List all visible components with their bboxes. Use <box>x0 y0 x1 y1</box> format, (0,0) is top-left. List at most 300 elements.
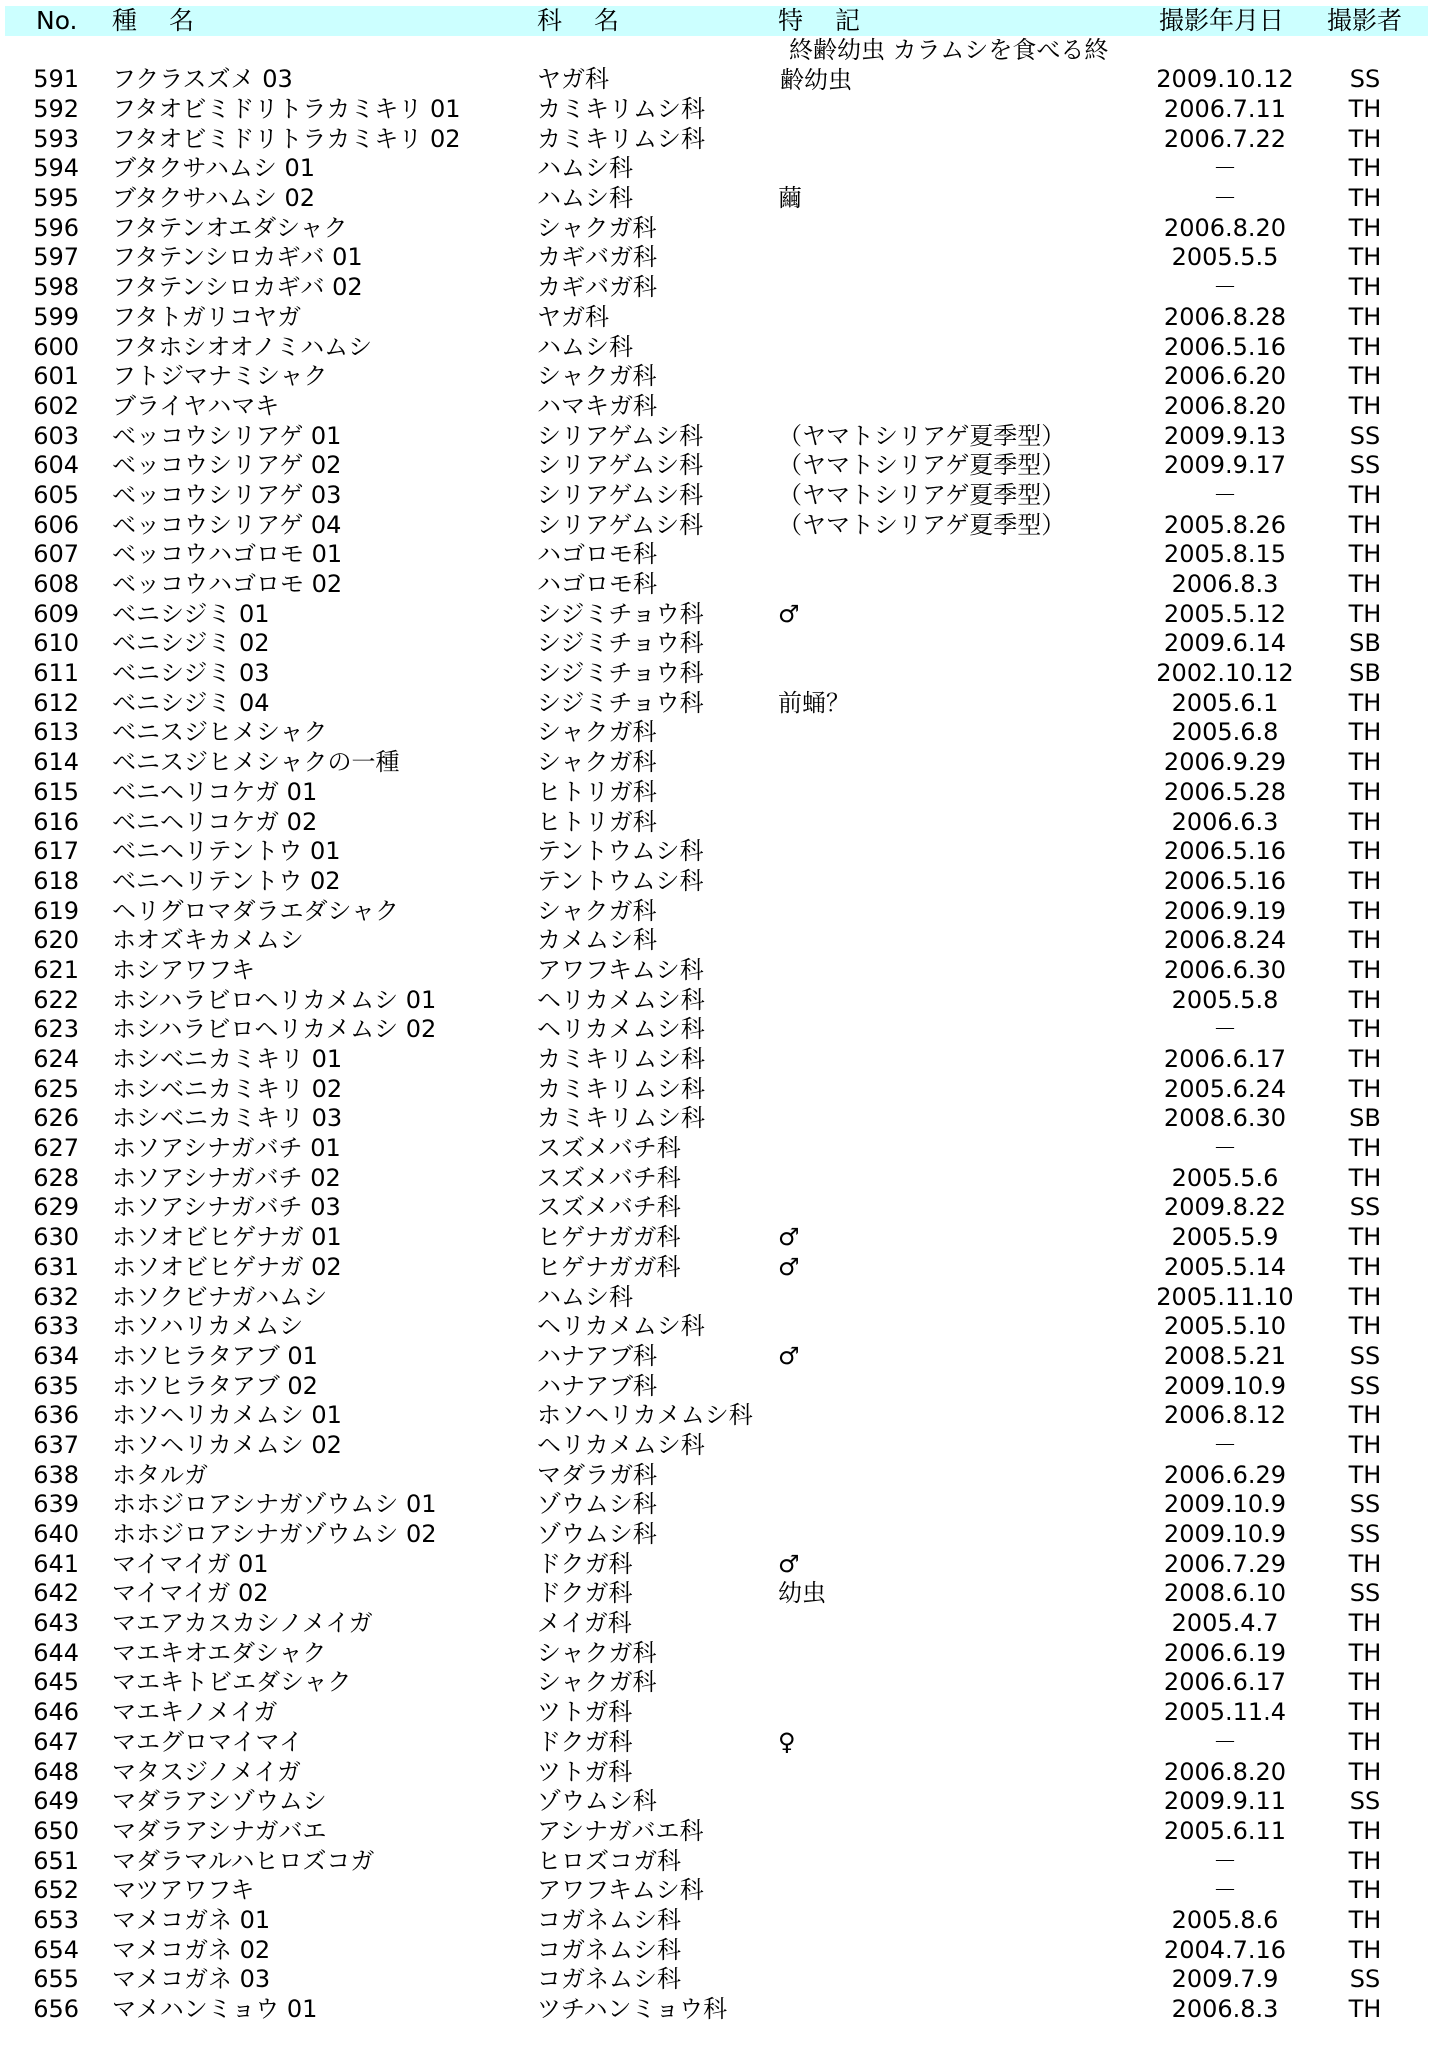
species-name: フタテンシロカギバ 02 <box>112 273 363 302</box>
species-name: ホソヘリカメムシ 02 <box>112 1430 342 1459</box>
family-name: カミキリムシ科 <box>537 1045 705 1073</box>
photographer: TH <box>1348 1935 1382 1964</box>
family-name: ハムシ科 <box>537 184 633 213</box>
family-name: ヒロズコガ科 <box>537 1846 681 1875</box>
photo-date: 2005.6.24 <box>1163 1074 1287 1103</box>
photographer: TH <box>1348 540 1382 569</box>
family-name: ヒトリガ科 <box>537 807 657 836</box>
species-name: ホソアシナガバチ 02 <box>112 1163 341 1192</box>
family-name: ハナアブ科 <box>537 1371 657 1400</box>
table-row <box>5 1847 1428 1877</box>
photo-date: 2006.6.17 <box>1163 1045 1287 1073</box>
photographer: SS <box>1349 1520 1381 1548</box>
row-number: 626 <box>33 1104 79 1133</box>
species-name: フトジマナミシャク <box>112 362 328 391</box>
table-row <box>5 1936 1428 1966</box>
species-name: ベッコウハゴロモ 02 <box>112 570 343 598</box>
family-name: メイガ科 <box>537 1609 632 1638</box>
family-name: ハマキガ科 <box>537 391 657 420</box>
row-number: 627 <box>33 1134 79 1163</box>
header-photo-date: 撮影年月日 <box>1159 6 1285 35</box>
photo-date: 2006.8.20 <box>1163 391 1287 420</box>
family-name: シジミチョウ科 <box>537 659 704 688</box>
photo-date: 2006.8.3 <box>1171 1995 1279 2023</box>
table-row <box>5 1698 1428 1728</box>
photographer: TH <box>1348 1757 1382 1786</box>
row-number: 624 <box>33 1045 79 1073</box>
table-row <box>5 867 1428 897</box>
photo-date: 2006.7.11 <box>1163 95 1287 123</box>
family-name: カミキリムシ科 <box>537 95 705 123</box>
table-row <box>5 600 1428 630</box>
family-name: カギバガ科 <box>537 273 657 302</box>
table-row <box>5 1312 1428 1342</box>
species-name: ホオズキカメムシ <box>112 926 304 955</box>
photo-date: 2005.6.8 <box>1171 718 1279 747</box>
note: （ヤマトシリアゲ夏季型） <box>778 421 1066 450</box>
row-number: 655 <box>33 1965 79 1994</box>
family-name: コガネムシ科 <box>537 1935 681 1964</box>
photo-date: 2005.5.9 <box>1171 1223 1279 1252</box>
table-row <box>5 362 1428 392</box>
photographer: SS <box>1349 1579 1381 1608</box>
species-name: マメハンミョウ 01 <box>112 1995 318 2023</box>
photo-date: 2005.8.6 <box>1171 1905 1279 1934</box>
table-row <box>5 1045 1428 1075</box>
header-notes: 特 記 <box>778 6 872 35</box>
table-row <box>5 1015 1428 1045</box>
photo-date: － <box>1213 1846 1237 1875</box>
photographer: TH <box>1348 807 1382 836</box>
species-name: ホシアワフキ <box>112 955 256 984</box>
photo-date: 2006.9.29 <box>1163 748 1287 777</box>
family-name: シリアゲムシ科 <box>537 451 704 480</box>
family-name: シャクガ科 <box>537 718 657 747</box>
table-row <box>5 897 1428 927</box>
photo-date: 2005.5.12 <box>1163 599 1287 628</box>
row-number: 630 <box>33 1223 79 1252</box>
table-row <box>5 1758 1428 1788</box>
row-number: 595 <box>33 184 79 213</box>
note: 繭 <box>778 184 802 213</box>
photo-date: － <box>1213 1134 1237 1163</box>
family-name: ツチハンミョウ科 <box>537 1995 728 2023</box>
family-name: シジミチョウ科 <box>537 629 704 658</box>
table-row <box>5 1134 1428 1164</box>
table-row <box>5 303 1428 333</box>
row-number: 637 <box>33 1430 79 1459</box>
table-row <box>5 689 1428 719</box>
table-row <box>5 95 1428 125</box>
row-number: 605 <box>33 480 79 509</box>
photo-date: 2006.8.12 <box>1163 1401 1287 1430</box>
species-name: ホホジロアシナガゾウムシ 01 <box>112 1490 437 1519</box>
row-number: 623 <box>33 1015 79 1044</box>
photographer: TH <box>1348 688 1382 717</box>
species-name: ホシハラビロヘリカメムシ 01 <box>112 985 437 1014</box>
family-name: スズメバチ科 <box>537 1134 681 1163</box>
photographer: TH <box>1348 332 1382 361</box>
photographer: TH <box>1348 184 1382 213</box>
photographer: TH <box>1348 273 1382 302</box>
photo-date: 2009.6.14 <box>1163 629 1287 658</box>
row-number: 649 <box>33 1787 79 1816</box>
photographer: TH <box>1348 1698 1382 1727</box>
table-row <box>5 1372 1428 1402</box>
photographer: TH <box>1348 955 1382 984</box>
row-number: 619 <box>33 896 79 925</box>
row-number: 645 <box>33 1668 79 1697</box>
photo-date: 2005.4.7 <box>1171 1609 1279 1638</box>
family-name: シリアゲムシ科 <box>537 480 704 509</box>
photo-date: 2009.8.22 <box>1163 1193 1287 1222</box>
photographer: SS <box>1349 1371 1381 1400</box>
family-name: カメムシ科 <box>537 926 657 955</box>
photographer: TH <box>1348 985 1382 1014</box>
table-row <box>5 1075 1428 1105</box>
row-number: 650 <box>33 1816 79 1845</box>
photographer: SS <box>1349 1787 1381 1816</box>
note: （ヤマトシリアゲ夏季型） <box>778 451 1066 480</box>
photographer: TH <box>1348 1074 1382 1103</box>
species-name: マエグロマイマイ <box>112 1727 304 1756</box>
species-name: ホシベニカミキリ 02 <box>112 1074 343 1103</box>
table-row <box>5 1906 1428 1936</box>
row-number: 632 <box>33 1282 79 1311</box>
photo-date: 2005.8.15 <box>1163 540 1287 569</box>
photographer: TH <box>1348 718 1382 747</box>
family-name: ハムシ科 <box>537 332 633 361</box>
species-name: ホソクビナガハムシ <box>112 1282 328 1311</box>
table-row <box>5 778 1428 808</box>
species-name: ホソヒラタアブ 01 <box>112 1341 318 1370</box>
family-name: シジミチョウ科 <box>537 599 704 628</box>
photo-date: 2006.6.20 <box>1163 362 1287 391</box>
family-name: スズメバチ科 <box>537 1163 681 1192</box>
species-name: ブタクサハムシ 01 <box>112 154 316 183</box>
family-name: アワフキムシ科 <box>537 955 704 984</box>
family-name: ハムシ科 <box>537 1282 633 1311</box>
family-name: ゾウムシ科 <box>537 1520 657 1548</box>
family-name: ハゴロモ科 <box>537 540 657 569</box>
photographer: SB <box>1349 629 1381 658</box>
header-no: No. <box>36 6 78 35</box>
family-name: ヒゲナガガ科 <box>537 1223 681 1252</box>
species-name: ホソヒラタアブ 02 <box>112 1371 318 1400</box>
family-name: ゾウムシ科 <box>537 1490 657 1519</box>
photo-date: 2009.10.9 <box>1163 1371 1287 1400</box>
row-number: 653 <box>33 1905 79 1934</box>
photo-date: 2002.10.12 <box>1156 659 1294 688</box>
photographer: TH <box>1348 1638 1382 1667</box>
species-name: マダラアシゾウムシ <box>112 1787 327 1816</box>
table-row <box>5 808 1428 838</box>
family-name: シャクガ科 <box>537 362 657 391</box>
note: ♀ <box>778 1727 796 1756</box>
family-name: ドクガ科 <box>537 1727 633 1756</box>
family-name: ヘリカメムシ科 <box>537 1312 705 1341</box>
table-row <box>5 1817 1428 1847</box>
photographer: TH <box>1348 124 1382 153</box>
species-name: ベッコウシリアゲ 02 <box>112 451 342 480</box>
table-row <box>5 184 1428 214</box>
table-row <box>5 986 1428 1016</box>
family-name: シャクガ科 <box>537 748 657 777</box>
table-row <box>5 1490 1428 1520</box>
photographer: TH <box>1348 866 1382 895</box>
species-name: マダラアシナガバエ <box>112 1816 327 1845</box>
species-name: ホホジロアシナガゾウムシ 02 <box>112 1520 437 1548</box>
species-name: ベッコウシリアゲ 01 <box>112 421 342 450</box>
table-row <box>5 1164 1428 1194</box>
row-number: 641 <box>33 1549 79 1578</box>
species-name: ベッコウシリアゲ 04 <box>112 510 342 539</box>
row-number: 592 <box>33 95 79 123</box>
table-row <box>5 1876 1428 1906</box>
species-name: マダラマルハヒロズコガ <box>112 1846 375 1875</box>
photographer: TH <box>1348 154 1382 183</box>
header-family-name: 科 名 <box>537 6 631 35</box>
row-number: 607 <box>33 540 79 569</box>
table-row <box>5 125 1428 155</box>
table-row <box>5 1431 1428 1461</box>
table-row <box>5 1283 1428 1313</box>
header-species-name: 種 名 <box>112 6 206 35</box>
family-name: コガネムシ科 <box>537 1905 681 1934</box>
photo-date: 2006.8.24 <box>1163 926 1287 955</box>
note: ♂ <box>778 1549 800 1578</box>
photo-date: 2006.6.3 <box>1171 807 1279 836</box>
photo-date: 2006.7.29 <box>1163 1549 1287 1578</box>
table-row <box>5 748 1428 778</box>
photographer: TH <box>1348 748 1382 777</box>
photo-date: 2009.10.9 <box>1163 1490 1287 1519</box>
note: ♂ <box>778 599 800 628</box>
row-number: 601 <box>33 362 79 391</box>
photographer: TH <box>1348 1134 1382 1163</box>
table-header <box>5 6 1428 36</box>
species-name: ホソオビヒゲナガ 01 <box>112 1223 342 1252</box>
species-name: ホシベニカミキリ 01 <box>112 1045 343 1073</box>
row-number: 656 <box>33 1995 79 2023</box>
table-row <box>5 1609 1428 1639</box>
row-number: 638 <box>33 1460 79 1489</box>
row-number: 591 <box>33 65 79 94</box>
note: ♂ <box>778 1341 800 1370</box>
photographer: TH <box>1348 480 1382 509</box>
photographer: TH <box>1348 599 1382 628</box>
species-name: ホソハリカメムシ <box>112 1312 304 1341</box>
photo-date: － <box>1213 480 1237 509</box>
photo-date: 2005.6.1 <box>1171 688 1279 717</box>
row-number: 617 <box>33 837 79 866</box>
table-row <box>5 451 1428 481</box>
table-row <box>5 1520 1428 1550</box>
photo-date: － <box>1213 1727 1237 1756</box>
row-number: 639 <box>33 1490 79 1519</box>
family-name: ヤガ科 <box>537 302 609 331</box>
photographer: TH <box>1348 1401 1382 1430</box>
species-name: マイマイガ 01 <box>112 1549 269 1578</box>
photographer: TH <box>1348 1015 1382 1044</box>
photographer: TH <box>1348 1252 1382 1281</box>
row-number: 594 <box>33 154 79 183</box>
table-row <box>5 629 1428 659</box>
photo-date: 2008.6.30 <box>1163 1104 1287 1133</box>
species-name: ベニヘリコケガ 01 <box>112 777 318 806</box>
photographer: SB <box>1349 1104 1381 1133</box>
family-name: カミキリムシ科 <box>537 124 705 153</box>
photographer: TH <box>1348 1846 1382 1875</box>
photo-date: 2006.9.19 <box>1163 896 1287 925</box>
family-name: ヒトリガ科 <box>537 777 657 806</box>
photographer: TH <box>1348 391 1382 420</box>
table-row <box>5 1965 1428 1995</box>
table-row <box>5 511 1428 541</box>
table-row <box>5 333 1428 363</box>
family-name: ゾウムシ科 <box>537 1787 657 1816</box>
photo-date: 2005.6.11 <box>1163 1816 1287 1845</box>
family-name: ヘリカメムシ科 <box>537 1430 705 1459</box>
photographer: TH <box>1348 362 1382 391</box>
species-name: フタテンオエダシャク <box>112 213 348 242</box>
species-name: マエキオエダシャク <box>112 1638 327 1667</box>
family-name: シャクガ科 <box>537 896 657 925</box>
species-name: ベニシジミ 03 <box>112 659 270 688</box>
row-number: 615 <box>33 777 79 806</box>
note-line: 齢幼虫 <box>780 65 852 94</box>
photographer: TH <box>1348 243 1382 272</box>
species-name: ベッコウハゴロモ 01 <box>112 540 343 569</box>
photographer: SS <box>1349 1965 1381 1994</box>
photo-date: 2006.6.19 <box>1163 1638 1287 1667</box>
photo-date: 2006.8.28 <box>1163 302 1287 331</box>
family-name: スズメバチ科 <box>537 1193 681 1222</box>
family-name: ホソヘリカメムシ科 <box>537 1401 753 1430</box>
photographer: TH <box>1348 926 1382 955</box>
row-number: 609 <box>33 599 79 628</box>
row-number: 647 <box>33 1727 79 1756</box>
photo-date: 2009.9.13 <box>1163 421 1287 450</box>
photo-date: 2005.5.5 <box>1171 243 1279 272</box>
species-name: フタテンシロカギバ 01 <box>112 243 363 272</box>
row-number: 604 <box>33 451 79 480</box>
family-name: ツトガ科 <box>537 1698 633 1727</box>
photo-date: 2006.6.29 <box>1163 1460 1287 1489</box>
family-name: シリアゲムシ科 <box>537 510 704 539</box>
row-number: 621 <box>33 955 79 984</box>
row-number: 629 <box>33 1193 79 1222</box>
family-name: ハムシ科 <box>537 154 633 183</box>
photo-date: 2009.9.17 <box>1163 451 1287 480</box>
photo-date: 2006.7.22 <box>1163 124 1287 153</box>
species-name: ベニヘリコケガ 02 <box>112 807 318 836</box>
table-row <box>5 837 1428 867</box>
table-row <box>5 1193 1428 1223</box>
note-line: 終齢幼虫 カラムシを食べる終 <box>789 36 1109 64</box>
note: 幼虫 <box>778 1579 826 1608</box>
photo-date: － <box>1213 184 1237 213</box>
row-number: 603 <box>33 421 79 450</box>
photographer: TH <box>1348 213 1382 242</box>
species-name: マメコガネ 03 <box>112 1965 271 1994</box>
photographer: SS <box>1349 421 1381 450</box>
table-row <box>5 1728 1428 1758</box>
row-number: 618 <box>33 866 79 895</box>
family-name: ヘリカメムシ科 <box>537 985 705 1014</box>
photographer: TH <box>1348 95 1382 123</box>
photographer: SS <box>1349 1341 1381 1370</box>
photo-date: 2009.7.9 <box>1171 1965 1279 1994</box>
photo-date: 2005.5.6 <box>1171 1163 1279 1192</box>
family-name: ヤガ科 <box>537 65 609 94</box>
photo-date: 2006.6.17 <box>1163 1668 1287 1697</box>
species-name: マエキトビエダシャク <box>112 1668 352 1697</box>
table-row <box>5 659 1428 689</box>
species-name: ホタルガ <box>112 1460 208 1489</box>
table-row <box>5 1550 1428 1580</box>
row-number: 598 <box>33 273 79 302</box>
table-row <box>5 36 1428 95</box>
family-name: テントウムシ科 <box>537 837 704 866</box>
row-number: 643 <box>33 1609 79 1638</box>
photo-date: 2004.7.16 <box>1163 1935 1287 1964</box>
table-row <box>5 540 1428 570</box>
table-row <box>5 1639 1428 1669</box>
photographer: TH <box>1348 302 1382 331</box>
row-number: 633 <box>33 1312 79 1341</box>
row-number: 644 <box>33 1638 79 1667</box>
row-number: 616 <box>33 807 79 836</box>
species-name: ベッコウシリアゲ 03 <box>112 480 342 509</box>
table-row <box>5 1401 1428 1431</box>
table-row <box>5 1223 1428 1253</box>
photographer: TH <box>1348 1905 1382 1934</box>
species-name: ホシハラビロヘリカメムシ 02 <box>112 1015 437 1044</box>
species-name: ベニヘリテントウ 02 <box>112 866 341 895</box>
species-name: ホソヘリカメムシ 01 <box>112 1401 342 1430</box>
photographer: TH <box>1348 1460 1382 1489</box>
photo-date: 2005.11.10 <box>1156 1282 1294 1311</box>
row-number: 628 <box>33 1163 79 1192</box>
photo-date: 2005.11.4 <box>1163 1698 1287 1727</box>
family-name: カミキリムシ科 <box>537 1074 705 1103</box>
table-row <box>5 1253 1428 1283</box>
family-name: シャクガ科 <box>537 1668 657 1697</box>
photo-date: 2006.5.28 <box>1163 777 1287 806</box>
species-name: ベニスジヒメシャク <box>112 718 328 747</box>
photo-date: 2006.8.3 <box>1171 570 1279 598</box>
row-number: 631 <box>33 1252 79 1281</box>
species-name: マメコガネ 01 <box>112 1905 271 1934</box>
row-number: 611 <box>33 659 79 688</box>
family-name: コガネムシ科 <box>537 1965 681 1994</box>
family-name: ヒゲナガガ科 <box>537 1252 681 1281</box>
note: ♂ <box>778 1223 800 1252</box>
species-name: ホソアシナガバチ 01 <box>112 1134 341 1163</box>
row-number: 640 <box>33 1520 79 1548</box>
photographer: TH <box>1348 1609 1382 1638</box>
family-name: ドクガ科 <box>537 1549 633 1578</box>
table-row <box>5 1104 1428 1134</box>
table-row <box>5 1579 1428 1609</box>
note: （ヤマトシリアゲ夏季型） <box>778 480 1066 509</box>
row-number: 622 <box>33 985 79 1014</box>
family-name: ハゴロモ科 <box>537 570 657 598</box>
species-name: マイマイガ 02 <box>112 1579 269 1608</box>
photographer: TH <box>1348 570 1382 598</box>
species-name: マタスジノメイガ <box>112 1757 301 1786</box>
